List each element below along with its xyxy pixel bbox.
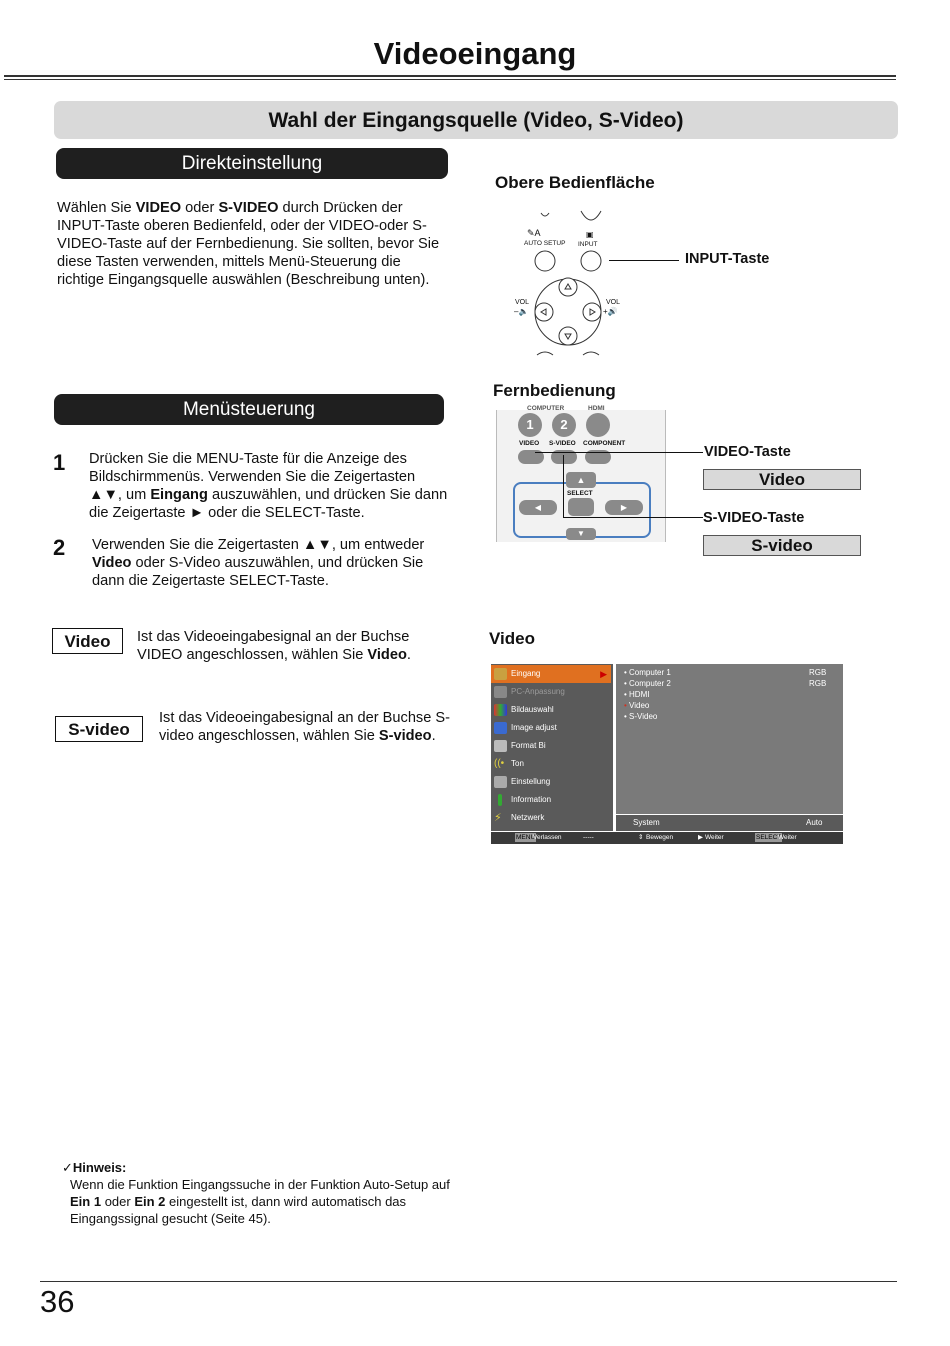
osd-left-panel xyxy=(491,664,613,831)
osd-item-label: Netzwerk xyxy=(511,813,545,822)
osd-item-pc-anpassung[interactable] xyxy=(491,683,611,701)
auto-setup-icon: ✎A xyxy=(527,228,541,238)
remote-diagram xyxy=(496,405,666,542)
network-icon: ⚡ xyxy=(494,812,502,824)
page-number: 36 xyxy=(40,1284,75,1319)
text-run: durch Drücken der INPUT-Taste oberen Bedienfeld, oder der VIDEO-oder S-VIDEO-Taste auf der Fernbedienung. Sie sollten, bevor Sie diese Tasten verwenden, mittels Menü-Steuerung die richtige Eingangsquelle auswählen (Beschreibung unten). xyxy=(57,200,440,288)
text-run: oder xyxy=(101,1194,135,1209)
video-callout-line xyxy=(535,452,703,453)
osd-system-value: Auto xyxy=(806,818,823,827)
step-2-text xyxy=(92,536,454,590)
text-bold: Ein 2 xyxy=(134,1194,166,1209)
step-1-text xyxy=(89,450,449,522)
remote-left-button[interactable]: ◀ xyxy=(519,500,557,515)
check-icon: ✓ xyxy=(62,1160,73,1175)
osd-item-label: Eingang xyxy=(511,669,541,678)
svideo-box: S-video xyxy=(703,535,861,556)
vol-plus-label: VOL xyxy=(606,299,621,306)
osd-option-label: Video xyxy=(629,701,650,710)
footer-rule xyxy=(40,1281,897,1282)
text-bold: VIDEO xyxy=(135,200,182,216)
page-title: Videoeingang xyxy=(373,36,577,71)
osd-option-video[interactable] xyxy=(624,701,649,710)
svideo-option-label: S-video xyxy=(55,716,143,742)
hint-block xyxy=(62,1159,457,1227)
osd-item-label: Information xyxy=(511,795,552,804)
section-title: Wahl der Eingangsquelle (Video, S-Video) xyxy=(54,101,898,139)
image-select-icon xyxy=(494,704,507,716)
remote-select-button[interactable] xyxy=(568,498,594,516)
remote-button-2[interactable]: 2 xyxy=(552,413,576,437)
text-bold: Ein 1 xyxy=(70,1194,102,1209)
text-bold: Video xyxy=(92,555,132,571)
remote-button-hdmi[interactable] xyxy=(586,413,610,437)
osd-item-format[interactable] xyxy=(491,737,611,755)
play-icon: ▶ xyxy=(698,834,703,841)
video-option-label: Video xyxy=(52,628,123,654)
input-label: INPUT xyxy=(578,241,598,248)
text-run: Verwenden Sie die Zeigertasten ▲▼, um entweder xyxy=(92,537,425,553)
osd-option-hdmi[interactable]: • HDMI xyxy=(624,690,650,699)
sound-icon: ((• xyxy=(494,758,505,769)
osd-option-value: RGB xyxy=(809,668,827,677)
remote-up-button[interactable]: ▲ xyxy=(566,472,596,488)
title-rule xyxy=(4,75,896,77)
remote-heading: Fernbedienung xyxy=(493,381,616,400)
text-run: Ist das Videoeingabesignal an der Buchse S-video angeschlossen, wählen Sie xyxy=(159,710,450,744)
text-run: . xyxy=(431,728,436,744)
input-icon: ▣ xyxy=(586,230,594,239)
selected-marker-icon: • xyxy=(624,701,627,710)
osd-item-label: Ton xyxy=(511,759,524,768)
remote-down-button[interactable]: ▼ xyxy=(566,528,596,540)
video-option-text xyxy=(137,628,457,664)
remote-video-label: VIDEO xyxy=(519,440,540,447)
arrow-right-icon: ▶ xyxy=(600,669,607,679)
osd-item-label: Einstellung xyxy=(511,777,551,786)
vol-minus-icon: –🔈 xyxy=(514,307,529,316)
svideo-callout-line-v xyxy=(563,455,564,517)
vol-plus-icon: +🔊 xyxy=(603,307,618,316)
menu-key-icon: MENU xyxy=(516,834,536,841)
osd-option-computer-1[interactable]: • Computer 1 xyxy=(624,668,671,677)
osd-item-label: Image adjust xyxy=(511,723,557,732)
text-run: Drücken Sie die MENU-Taste für die Anzeige des Bildschirmmenüs. Verwenden Sie die Zeigertasten ▲▼, um xyxy=(89,451,416,503)
text-bold: S-VIDEO xyxy=(218,200,279,216)
text-run: Ist das Videoeingabesignal an der Buchse VIDEO angeschlossen, wählen Sie xyxy=(137,629,410,663)
remote-select-label: SELECT xyxy=(567,490,593,497)
osd-option-label: Computer 2 xyxy=(629,679,671,688)
remote-hdmi-label: HDMI xyxy=(588,405,605,412)
text-run: oder xyxy=(181,200,219,216)
settings-icon xyxy=(494,776,507,788)
osd-item-bildauswahl[interactable] xyxy=(491,701,611,719)
osd-right-panel xyxy=(616,664,843,814)
osd-option-label: S-Video xyxy=(629,712,658,721)
osd-footer xyxy=(491,832,843,844)
remote-component-label: COMPONENT xyxy=(583,440,626,447)
footer-next-2: Weiter xyxy=(778,834,797,841)
text-run: eingestellt ist, dann wird automatisch das Eingangssignal gesucht (Seite 45). xyxy=(70,1194,407,1226)
format-icon xyxy=(494,740,507,752)
osd-heading: Video xyxy=(489,629,535,648)
video-callout: VIDEO-Taste xyxy=(704,444,791,460)
osd-system-bar xyxy=(616,815,843,831)
osd-option-s-video[interactable]: • S-Video xyxy=(624,712,658,721)
step-2-number: 2 xyxy=(53,535,66,560)
text-run: auszuwählen, und drücken Sie dann die Zeigertaste ► oder die SELECT-Taste. xyxy=(89,487,448,521)
input-callout-line xyxy=(609,260,679,261)
auto-setup-label: AUTO SETUP xyxy=(524,240,566,247)
svideo-callout: S-VIDEO-Taste xyxy=(703,510,805,526)
updown-icon: ⇕ xyxy=(638,834,644,841)
footer-exit: Verlassen xyxy=(533,834,562,841)
vol-minus-label: VOL xyxy=(515,299,530,306)
svideo-callout-line-h xyxy=(563,517,703,518)
text-run: Wenn die Funktion Eingangssuche in der Funktion Auto-Setup auf xyxy=(70,1177,450,1192)
text-bold: Eingang xyxy=(150,487,208,503)
osd-item-image-adjust[interactable] xyxy=(491,719,611,737)
select-key-icon: SELECT xyxy=(756,834,782,841)
top-panel-diagram xyxy=(505,205,645,360)
osd-option-value: RGB xyxy=(809,679,827,688)
osd-item-einstellung[interactable] xyxy=(491,773,611,791)
input-icon xyxy=(494,668,507,680)
footer-dash: ----- xyxy=(583,834,594,841)
osd-item-label: Format Bi xyxy=(511,741,546,750)
hint-text xyxy=(62,1176,457,1227)
osd-item-label: PC-Anpassung xyxy=(511,687,565,696)
osd-option-label: Computer 1 xyxy=(629,668,671,677)
image-adjust-icon xyxy=(494,722,507,734)
osd-system-label: System xyxy=(633,818,660,827)
menu-heading: Menüsteuerung xyxy=(54,394,444,425)
text-run: Wählen Sie xyxy=(57,200,136,216)
text-bold: Video xyxy=(367,647,407,663)
osd-item-netzwerk[interactable] xyxy=(491,809,611,827)
top-panel-heading: Obere Bedienfläche xyxy=(495,173,655,192)
osd-item-label: Bildauswahl xyxy=(511,705,554,714)
step-1-number: 1 xyxy=(53,450,66,475)
footer-next: Weiter xyxy=(705,834,724,841)
remote-button-1[interactable]: 1 xyxy=(518,413,542,437)
osd-item-ton[interactable] xyxy=(491,755,611,773)
direkt-text xyxy=(57,199,447,289)
direkt-heading: Direkteinstellung xyxy=(56,148,448,179)
svideo-option-text xyxy=(159,709,459,745)
osd-item-eingang[interactable] xyxy=(491,665,611,683)
input-callout: INPUT-Taste xyxy=(685,251,770,267)
pc-adjust-icon xyxy=(494,686,507,698)
osd-option-label: HDMI xyxy=(629,690,650,699)
remote-computer-label: COMPUTER xyxy=(527,405,565,412)
top-panel-svg xyxy=(505,205,645,360)
osd-option-computer-2[interactable]: • Computer 2 xyxy=(624,679,671,688)
info-icon xyxy=(498,794,502,806)
title-rule-thin xyxy=(4,79,896,80)
hint-title xyxy=(62,1159,457,1176)
text-run: oder S-Video auszuwählen, und drücken Sie dann die Zeigertaste SELECT-Taste. xyxy=(92,555,424,589)
remote-svideo-label: S-VIDEO xyxy=(549,440,576,447)
video-box: Video xyxy=(703,469,861,490)
osd-item-information[interactable] xyxy=(491,791,611,809)
remote-right-button[interactable]: ▶ xyxy=(605,500,643,515)
text-run: . xyxy=(406,647,411,663)
hint-title-text: Hinweis: xyxy=(72,1160,127,1175)
footer-move: Bewegen xyxy=(646,834,674,841)
text-bold: S-video xyxy=(378,728,432,744)
